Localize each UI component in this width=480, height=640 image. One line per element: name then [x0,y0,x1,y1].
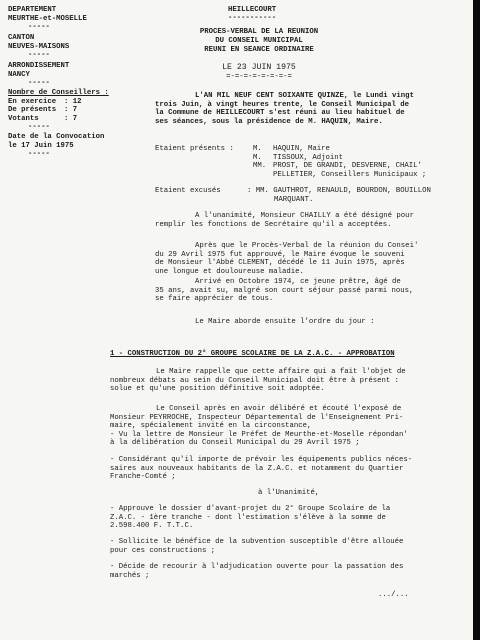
dept-label: DEPARTEMENT [8,6,57,14]
approval-line: du 29 Avril 1975 fut approuvé, le Maire évoque le souveni [155,250,405,259]
stat-label: Votants [8,114,39,123]
intro-line: ses séances, sous la présidence de M. HAQUIN, Maire. [155,117,383,126]
excused-line: MARQUANT. [274,195,314,204]
town-name: HEILLECOURT [228,6,277,14]
title-mm: MM. [253,162,267,171]
reminder-line: Le Maire rappelle que cette affaire qui a fait l'objet de [156,368,406,376]
council-line: - Vu la lettre de Monsieur le Préfet de Meurthe-et-Moselle répondan' [110,430,408,439]
reminder-line: solue et qu'une position définitive soit adoptée. [110,385,325,394]
convoc-label: Date de la Convocation [8,133,105,141]
arrond-value: NANCY [8,70,30,79]
stat-row [8,115,109,124]
intro-paragraph [155,92,414,126]
requests-line: - Sollicite le bénéfice de la subvention susceptible d'être allouée [110,538,404,546]
council-paragraph [110,405,408,448]
priest-line: 35 ans, avait su, malgré son court séjour passé parmi nous, [155,286,414,295]
agenda-intro: Le Maire aborde ensuite l'ordre du jour : [195,318,375,326]
secretary-line: remplir les fonctions de Secrétaire qu'il a acceptées. [155,220,392,229]
dept-sep: ----- [28,23,50,32]
priest-line: Arrivé en Octobre 1974, ce jeune prêtre, âgé de [195,278,401,286]
stat-label: En exercice [8,97,57,106]
decides-paragraph [110,563,403,580]
convoc-value: le 17 Juin 1975 [8,141,74,150]
conseillers-title: Nombre de Conseillers : [8,89,109,97]
stat-row [8,98,109,107]
council-line: maire, spécialement invité en la circonstance, [110,422,312,431]
excuses-names [247,187,431,204]
dept-value: MEURTHE-et-MOSELLE [8,14,87,23]
canton-sep: ----- [28,51,50,60]
minutes-title-2: DU CONSEIL MUNICIPAL [215,37,303,45]
convocation-block [8,133,104,159]
approves-paragraph [110,505,390,531]
present-name: HAQUIN, Maire [273,145,330,153]
intro-line: trois Juin, à vingt heures trente, le Conseil Municipal de [155,100,409,109]
scan-edge [473,0,480,640]
section-title: 1 - CONSTRUCTION DU 2° GROUPE SCOLAIRE DE LA Z.A.C. - APPROBATION [110,350,395,358]
conseillers-block [8,89,109,132]
intro-line: la Commune de HEILLECOURT s'est réuni au lieu habituel de [155,109,405,118]
continuation-mark: .../... [378,591,409,599]
excused-line: : MM. GAUTHROT, RENAULD, BOURDON, BOUILLON [247,187,431,195]
considering-paragraph [110,456,412,482]
convoc-sep: ----- [28,150,50,159]
title-mr: M. [253,153,262,162]
requests-line: pour ces constructions ; [110,546,216,555]
reminder-line: nombreux débats au sein du Conseil Municipal doit être à présent : [110,376,400,385]
date-rule: =-=-=-=-=-=-=-= [226,73,292,81]
considering-line: saires aux nouveaux habitants de la Z.A.C. et notamment du Quartier [110,464,404,473]
present-name: PELLETIER, Conseillers Municipaux ; [273,170,427,179]
approval-line: Après que le Procès-Verbal de la réunion du Consei' [195,242,419,250]
approval-paragraph [155,242,418,276]
approval-line: de Monsieur l'Abbé CLEMENT, décédé le 11 Juin 1975, après [155,259,405,268]
council-line: à la délibération du Conseil Municipal du 29 Avril 1975 ; [110,439,360,448]
canton-label: CANTON [8,34,35,42]
meeting-date: LE 23 JUIN 1975 [222,63,296,72]
arrond-label: ARRONDISSEMENT [8,62,70,70]
approves-line: 2.598.400 F. T.T.C. [110,522,194,531]
presents-names [273,145,426,179]
title-mr: M. [253,145,262,153]
considering-line: Franche-Comté ; [110,473,176,482]
reminder-paragraph [110,368,406,394]
council-line: Le Conseil après en avoir délibéré et écouté l'exposé de [156,405,402,413]
stat-value: : 7 [64,114,78,123]
intro-line: L'AN MIL NEUF CENT SOIXANTE QUINZE, le Lundi vingt [195,92,414,100]
approves-line: Z.A.C. - 1ère tranche - dont l'estimation s'élève à la somme de [110,513,386,522]
requests-paragraph [110,538,403,555]
minutes-title-3: REUNI EN SEANCE ORDINAIRE [204,46,314,54]
canton-value: NEUVES-MAISONS [8,42,70,51]
secretary-line: A l'unanimité, Monsieur CHAILLY a été désigné pour [195,212,414,220]
presents-label: Etaient présents : [155,145,234,153]
arrond-sep: ----- [28,79,50,88]
stat-row [8,106,109,115]
secretary-paragraph [155,212,414,229]
stat-label: De présents [8,106,57,115]
council-line: Monsieur PEYRROCHE, Inspecteur Départemental de l'Enseignement Pri- [110,413,404,422]
present-name: PROST, DE GRANDI, DESVERNE, CHAIL' [273,162,422,171]
stat-value: : 7 [64,106,78,115]
stat-value: : 12 [64,97,82,106]
decides-line: marchés ; [110,571,150,580]
excuses-label: Etaient excusés [155,187,221,195]
decides-line: - Décide de recourir à l'adjudication ouverte pour la passation des [110,563,404,571]
considering-line: - Considérant qu'il importe de prévoir les équipements publics néces- [110,456,413,464]
approves-line: - Approuve le dossier d'avant-projet du 2° Groupe Scolaire de la [110,505,391,513]
stats-sep: ----- [28,123,50,132]
approval-line: une longue et douloureuse maladie. [155,267,304,276]
minutes-title-1: PROCES-VERBAL DE LA REUNION [199,28,319,36]
priest-paragraph [155,278,413,304]
unanimity: à l'Unanimité, [258,489,320,497]
priest-line: se faire apprécier de tous. [155,295,274,304]
presents-titles [253,145,266,171]
town-rule: ----------- [228,14,277,22]
present-name: TISSOUX, Adjoint [273,153,344,162]
